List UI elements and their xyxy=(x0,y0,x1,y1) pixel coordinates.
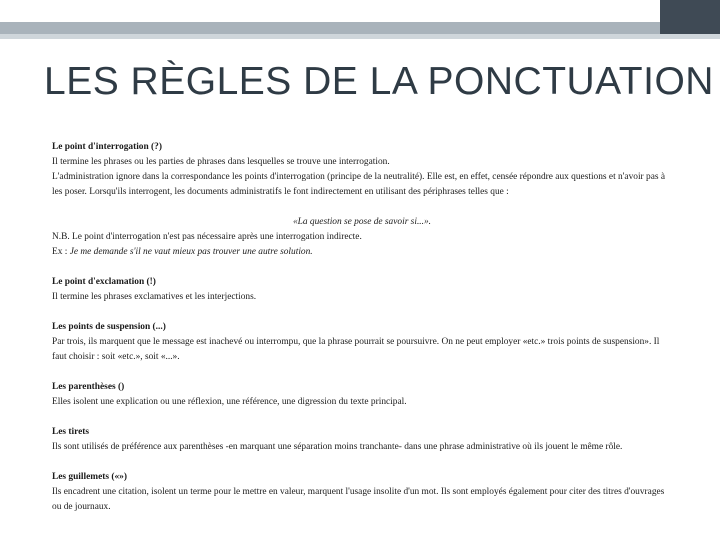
header-band-light xyxy=(0,22,660,34)
spacer xyxy=(52,305,672,320)
spacer xyxy=(52,410,672,425)
quote-interrogation: «La question se pose de savoir si...». xyxy=(292,217,432,227)
nb-interrogation: N.B. Le point d'interrogation n'est pas nécessaire après une interrogation indirecte. xyxy=(52,232,362,242)
header-band-dark xyxy=(660,0,720,34)
text-interrogation-paragraph: L'administration ignore dans la correspondance les points d'interrogation (principe de la neutralité). Elle est, en effet, censée répondre aux questions et n'avoir pas à les poser. Lorsqu'ils interrogent, les documents administratifs le font indirectement en utilisant des périphrases telles que : xyxy=(52,172,666,197)
heading-exclamation: Le point d'exclamation (!) xyxy=(52,277,156,287)
heading-guillemets: Les guillemets («») xyxy=(52,472,127,482)
heading-tirets: Les tirets xyxy=(52,427,90,437)
slide-content xyxy=(52,140,672,515)
heading-parentheses: Les parenthèses () xyxy=(52,382,125,392)
header-band-line xyxy=(0,34,720,39)
example-prefix: Ex : xyxy=(52,247,70,257)
spacer xyxy=(52,365,672,380)
slide-title: LES RÈGLES DE LA PONCTUATION xyxy=(44,60,714,103)
heading-suspension: Les points de suspension (...) xyxy=(52,322,166,332)
text-guillemets: Ils encadrent une citation, isolent un terme pour le mettre en valeur, marquent l'usage insolite d'un mot. Ils sont employés également pour citer des titres d'ouvrages ou de journaux. xyxy=(52,487,665,512)
text-suspension: Par trois, ils marquent que le message est inachevé ou interrompu, que la phrase pourrait se poursuivre. On ne peut employer «etc.» trois points de suspension». Il faut choisir : soit «etc.», soit «...». xyxy=(52,337,660,362)
example-text: Je me demande s'il ne vaut mieux pas trouver une autre solution. xyxy=(69,247,313,257)
spacer xyxy=(52,455,672,470)
text-tirets: Ils sont utilisés de préférence aux parenthèses -en marquant une séparation moins tranchante- dans une phrase administrative où ils jouent le même rôle. xyxy=(52,442,623,452)
text-parentheses: Elles isolent une explication ou une réflexion, une référence, une digression du texte principal. xyxy=(52,397,407,407)
heading-interrogation: Le point d'interrogation (?) xyxy=(52,142,162,152)
header-band xyxy=(0,0,720,40)
text-interrogation-line1: Il termine les phrases ou les parties de phrases dans lesquelles se trouve une interrogation. xyxy=(52,157,390,167)
spacer xyxy=(52,200,672,215)
example-interrogation xyxy=(52,245,672,260)
spacer xyxy=(52,260,672,275)
text-exclamation: Il termine les phrases exclamatives et les interjections. xyxy=(52,292,257,302)
